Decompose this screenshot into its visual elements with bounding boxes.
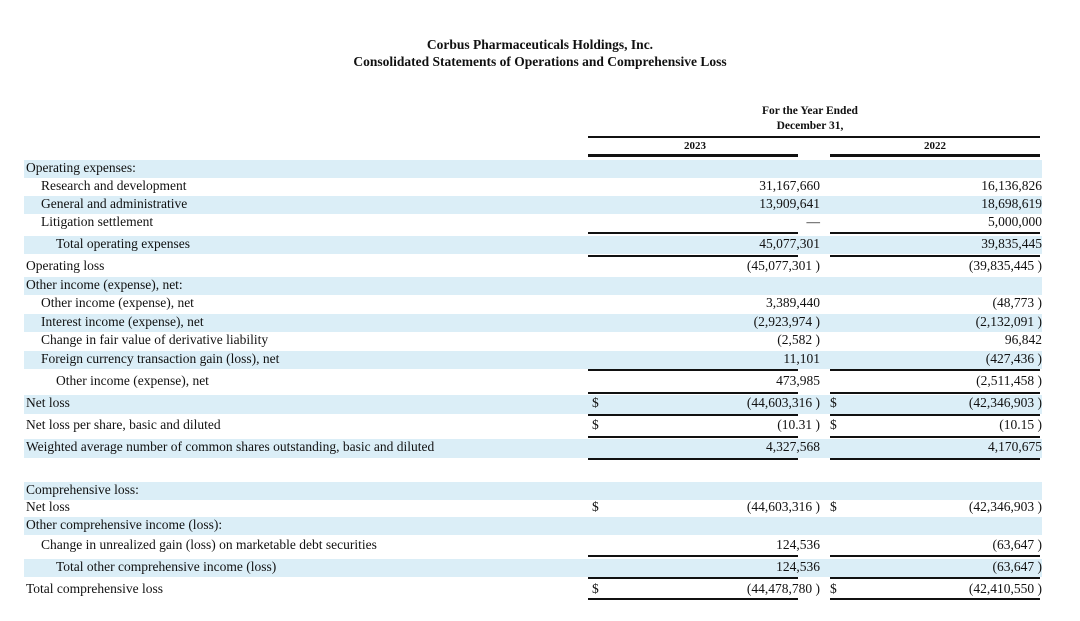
double-rule-2022: [830, 598, 1040, 600]
double-rule-2023: [588, 436, 798, 438]
subtotal-rule-2022: [830, 232, 1040, 234]
subtotal-rule-2023: [588, 232, 798, 234]
table-row: [24, 196, 1042, 214]
value-2023: 124,536: [776, 537, 820, 552]
total-rule-2023: [588, 392, 798, 394]
total-rule-2022: [830, 392, 1040, 394]
row-label: Net loss per share, basic and diluted: [26, 417, 221, 432]
value-2023: 31,167,660: [759, 178, 820, 193]
subtotal-rule-2023: [588, 555, 798, 557]
row-label: Other income (expense), net: [41, 295, 194, 310]
row-label: Operating loss: [26, 258, 105, 273]
double-rule-2022: [830, 436, 1040, 438]
value-2022: (10.15 ): [999, 417, 1042, 432]
row-label: Weighted average number of common shares outstanding, basic and diluted: [26, 439, 435, 454]
value-2022: (42,410,550 ): [968, 581, 1042, 596]
row-label: Change in unrealized gain (loss) on marketable debt securities: [41, 537, 377, 552]
year-header-2022: 2022: [924, 140, 946, 152]
value-2023: 124,536: [776, 559, 820, 574]
table-row: [24, 439, 1042, 458]
table-row: [24, 178, 1042, 196]
double-rule-2022: [830, 458, 1040, 460]
table-row: [24, 499, 1042, 517]
row-label: Net loss: [26, 395, 70, 410]
value-2023: 473,985: [776, 373, 820, 388]
row-label: General and administrative: [41, 196, 188, 211]
value-2022: 39,835,445: [981, 236, 1042, 251]
currency-symbol-2023: $: [592, 417, 599, 432]
total-rule-2023: [588, 255, 798, 257]
value-2022: 16,136,826: [981, 178, 1042, 193]
value-2023: 11,101: [783, 351, 820, 366]
statement-title: Consolidated Statements of Operations and Comprehensive Loss: [353, 54, 727, 69]
total-rule-2023: [588, 577, 798, 579]
value-2022: (63,647 ): [992, 537, 1042, 552]
table-row: [24, 559, 1042, 577]
period-header-line2: December 31,: [776, 120, 844, 132]
row-label: Other income (expense), net: [56, 373, 209, 388]
table-row: [24, 236, 1042, 254]
table-row: [24, 332, 1042, 350]
double-rule-2022: [830, 414, 1040, 416]
row-label: Total other comprehensive income (loss): [56, 559, 277, 574]
row-label: Foreign currency transaction gain (loss), net: [41, 351, 280, 366]
total-rule-2022: [830, 577, 1040, 579]
value-2022: (63,647 ): [992, 559, 1042, 574]
value-2022: (48,773 ): [992, 295, 1042, 310]
row-label: Total comprehensive loss: [26, 581, 164, 596]
row-label: Comprehensive loss:: [26, 482, 139, 497]
total-rule-2022: [830, 255, 1040, 257]
year-header-2023: 2023: [684, 140, 706, 152]
year-rule-2022: [830, 154, 1040, 157]
value-2022: 96,842: [1004, 332, 1042, 347]
value-2022: 5,000,000: [988, 214, 1042, 229]
value-2022: (39,835,445 ): [968, 258, 1042, 273]
row-label: Other income (expense), net:: [26, 277, 183, 292]
row-label: Operating expenses:: [26, 160, 136, 175]
table-row: [24, 258, 1042, 276]
year-rule-2023: [588, 154, 798, 157]
table-row: [24, 517, 1042, 535]
table-row: [24, 417, 1042, 436]
double-rule-2023: [588, 598, 798, 600]
row-label: Interest income (expense), net: [41, 314, 204, 329]
row-label: Litigation settlement: [41, 214, 154, 229]
value-2023: (45,077,301 ): [746, 258, 820, 273]
header-rule: [588, 136, 1040, 138]
value-2023: 13,909,641: [759, 196, 820, 211]
value-2023: —: [806, 214, 820, 229]
value-2023: (44,603,316 ): [746, 395, 820, 410]
table-row: [24, 214, 1042, 232]
value-2023: 45,077,301: [759, 236, 820, 251]
row-label: Total operating expenses: [56, 236, 191, 251]
row-label: Research and development: [41, 178, 187, 193]
table-row: [24, 395, 1042, 414]
value-2022: 4,170,675: [988, 439, 1042, 454]
value-2023: (2,582 ): [777, 332, 820, 347]
table-row: [24, 373, 1042, 391]
value-2022: (2,511,458 ): [976, 373, 1042, 388]
currency-symbol-2022: $: [830, 417, 837, 432]
value-2022: (42,346,903 ): [968, 499, 1042, 514]
value-2022: (2,132,091 ): [975, 314, 1042, 329]
table-row: [24, 160, 1042, 178]
value-2022: (427,436 ): [985, 351, 1042, 366]
company-name: Corbus Pharmaceuticals Holdings, Inc.: [426, 37, 654, 52]
table-row: [24, 314, 1042, 332]
row-label: Change in fair value of derivative liability: [41, 332, 269, 347]
table-row: [24, 295, 1042, 313]
subtotal-rule-2022: [830, 555, 1040, 557]
currency-symbol-2023: $: [592, 395, 599, 410]
value-2023: (44,603,316 ): [746, 499, 820, 514]
currency-symbol-2022: $: [830, 395, 837, 410]
double-rule-2023: [588, 414, 798, 416]
period-header-line1: For the Year Ended: [762, 105, 858, 117]
currency-symbol-2023: $: [592, 581, 599, 596]
currency-symbol-2022: $: [830, 499, 837, 514]
subtotal-rule-2022: [830, 369, 1040, 371]
row-label: Other comprehensive income (loss):: [26, 517, 223, 532]
value-2023: (10.31 ): [777, 417, 820, 432]
row-label: Net loss: [26, 499, 70, 514]
double-rule-2023: [588, 458, 798, 460]
value-2022: 18,698,619: [981, 196, 1042, 211]
value-2022: (42,346,903 ): [968, 395, 1042, 410]
value-2023: 4,327,568: [766, 439, 820, 454]
table-row: [24, 277, 1042, 295]
table-row: [24, 537, 1042, 555]
currency-symbol-2022: $: [830, 581, 837, 596]
table-row: [24, 351, 1042, 369]
currency-symbol-2023: $: [592, 499, 599, 514]
value-2023: (2,923,974 ): [753, 314, 820, 329]
table-row: [24, 482, 1042, 500]
value-2023: (44,478,780 ): [746, 581, 820, 596]
subtotal-rule-2023: [588, 369, 798, 371]
value-2023: 3,389,440: [766, 295, 820, 310]
table-row: [24, 581, 1042, 599]
